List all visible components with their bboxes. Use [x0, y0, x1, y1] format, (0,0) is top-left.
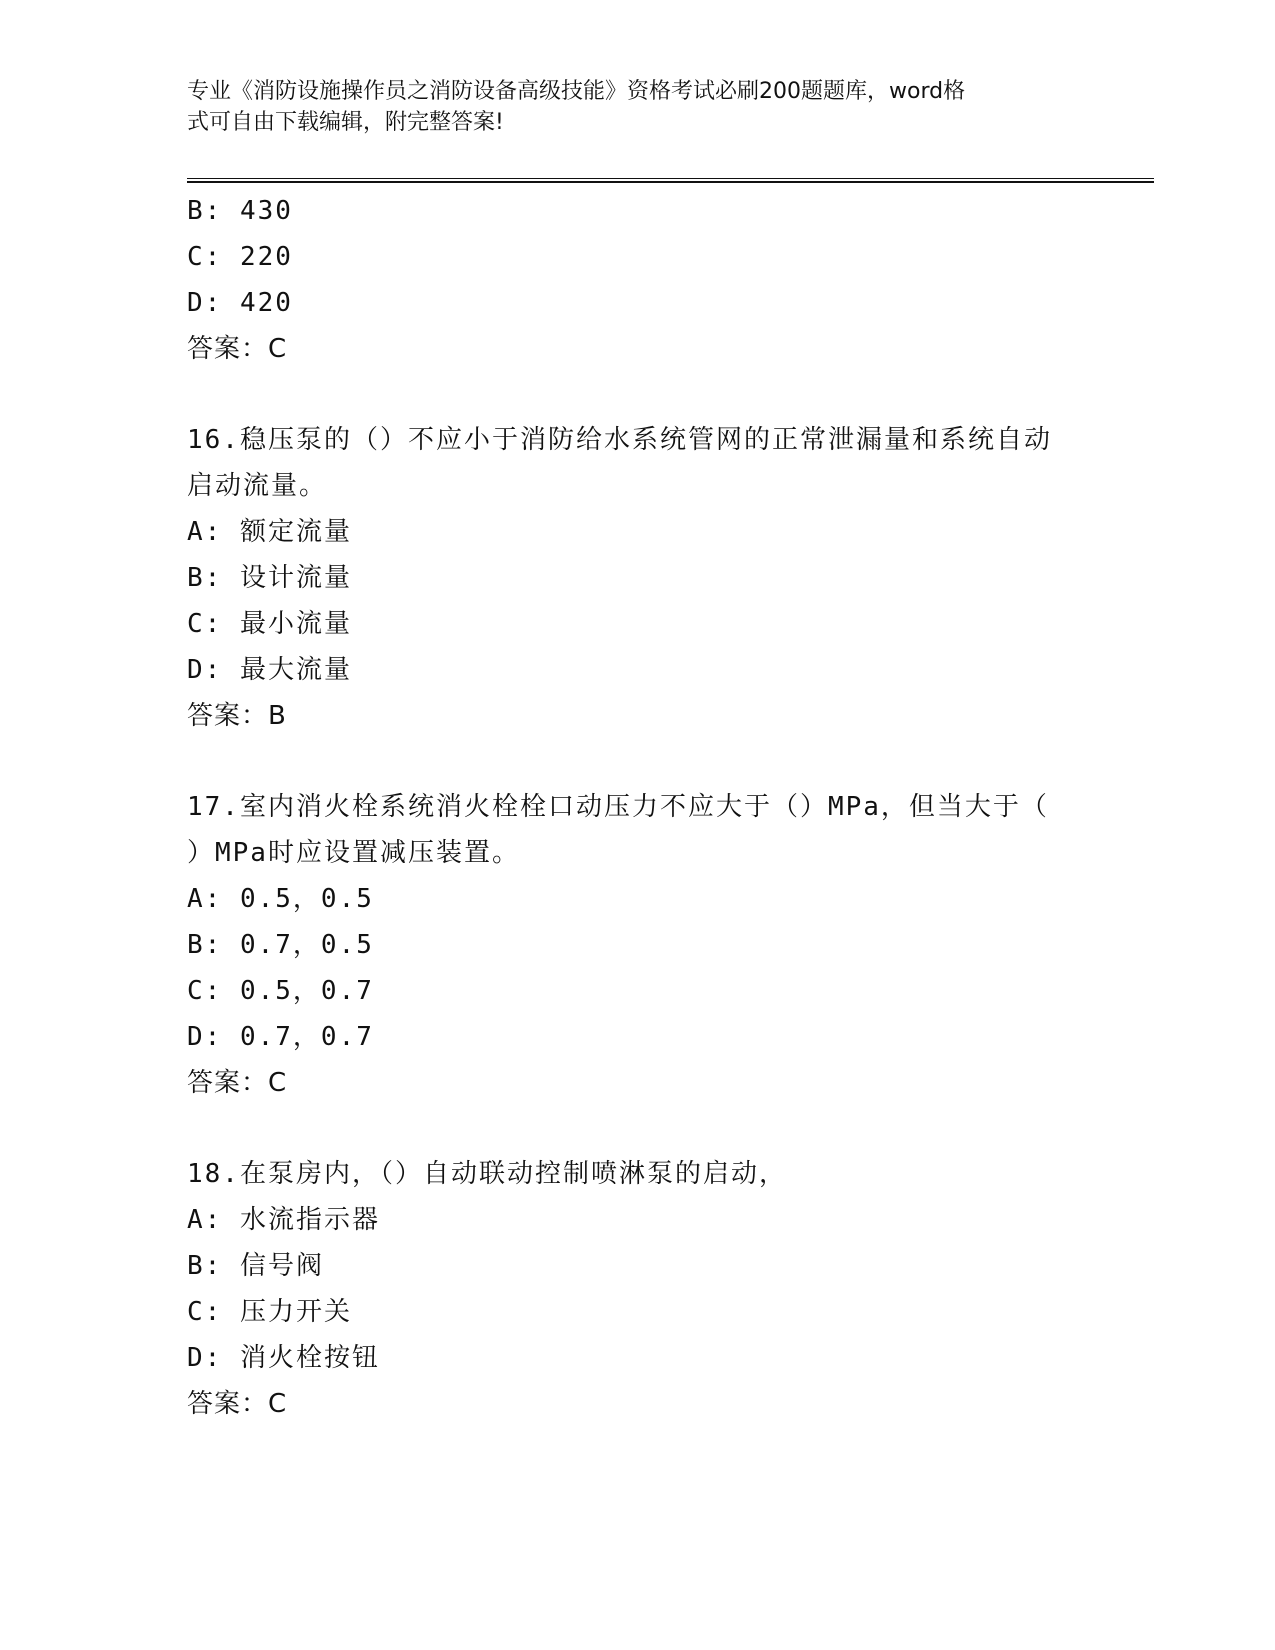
question-stem-line: 16.稳压泵的（）不应小于消防给水系统管网的正常泄漏量和系统自动	[187, 425, 1052, 455]
answer-line: 答案：C	[187, 1389, 288, 1419]
option-c: C: 最小流量	[187, 609, 352, 639]
option-d: D: 消火栓按钮	[187, 1343, 380, 1373]
option-a: A: 额定流量	[187, 517, 352, 547]
question-17	[187, 784, 1087, 1106]
question-stem-line: ）MPa时应设置减压装置。	[187, 838, 520, 868]
question-15-tail	[187, 188, 1087, 372]
option-d: D: 420	[187, 288, 293, 318]
option-a: A: 0.5，0.5	[187, 884, 374, 914]
answer-line: 答案：C	[187, 1068, 288, 1098]
header-line-1: 专业《消防设施操作员之消防设备高级技能》资格考试必刷200题题库，word格	[187, 79, 966, 104]
question-18	[187, 1151, 1087, 1427]
question-stem-line: 17.室内消火栓系统消火栓栓口动压力不应大于（）MPa，但当大于（	[187, 792, 1049, 822]
question-list	[187, 188, 1087, 1427]
header-divider-thick	[187, 181, 1154, 183]
option-c: C: 0.5，0.7	[187, 976, 374, 1006]
option-b: B: 设计流量	[187, 563, 352, 593]
option-d: D: 0.7，0.7	[187, 1022, 374, 1052]
option-c: C: 压力开关	[187, 1297, 352, 1327]
document-header	[187, 76, 1067, 138]
option-b: B: 430	[187, 196, 293, 226]
option-d: D: 最大流量	[187, 655, 352, 685]
option-a: A: 水流指示器	[187, 1205, 380, 1235]
option-c: C: 220	[187, 242, 293, 272]
header-divider-thin	[187, 178, 1154, 179]
answer-line: 答案：B	[187, 701, 287, 731]
header-line-2: 式可自由下载编辑，附完整答案!	[187, 110, 504, 135]
question-stem-line: 18.在泵房内，（）自动联动控制喷淋泵的启动，	[187, 1159, 787, 1189]
question-16	[187, 417, 1087, 739]
option-b: B: 信号阀	[187, 1251, 324, 1281]
answer-line: 答案：C	[187, 334, 288, 364]
question-stem-line: 启动流量。	[187, 471, 328, 501]
option-b: B: 0.7，0.5	[187, 930, 374, 960]
